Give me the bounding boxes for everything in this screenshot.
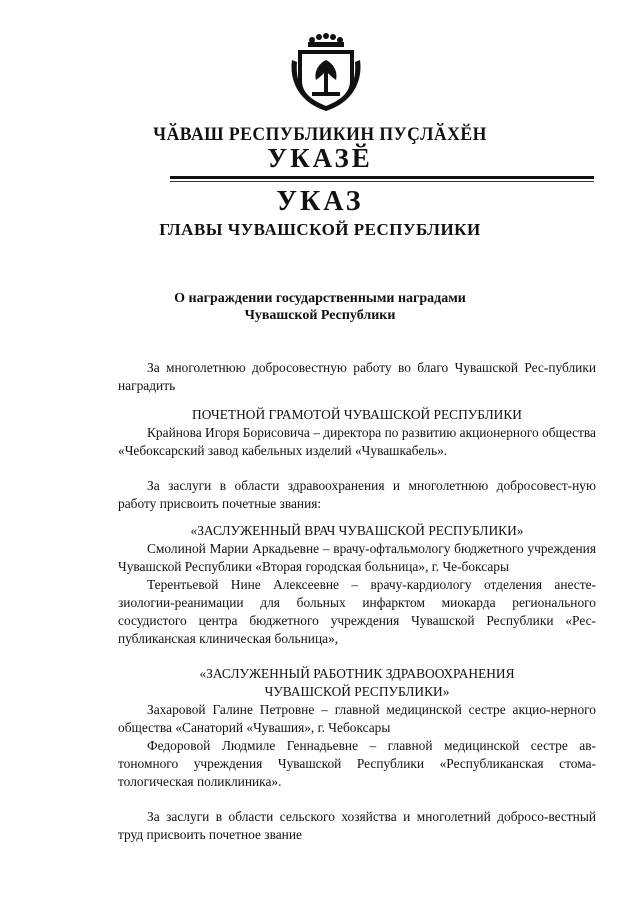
chuvash-header-line: ЧӐВАШ РЕСПУБЛИКИН ПУҪЛӐХӖН <box>153 124 487 145</box>
recipient-paragraph-4: Захаровой Галине Петровне – главной медицинской сестре акцио-нерного общества «Санаторий «Чувашия», г. Чебоксары <box>118 702 596 735</box>
ukaz-title: УКАЗ <box>276 186 364 217</box>
document-body <box>118 359 596 844</box>
header-divider-thick <box>170 176 594 179</box>
award-heading-1: ПОЧЕТНОЙ ГРАМОТОЙ ЧУВАШСКОЙ РЕСПУБЛИКИ <box>192 407 522 422</box>
coat-of-arms-emblem <box>288 30 364 114</box>
recipient-paragraph-2: Смолиной Марии Аркадьевне – врачу-офтальмологу бюджетного учреждения Чувашской Республики «Вторая городская больница», г. Че-боксары <box>118 541 596 574</box>
header-divider-thin <box>170 181 594 182</box>
recipient-paragraph-5: Федоровой Людмиле Геннадьевне – главной медицинской сестре ав-тономного учреждения Чувашской Республики «Республиканская стома-тологическая поликлиника». <box>118 738 596 789</box>
document-title <box>0 290 640 324</box>
award-heading-3-line-1: «ЗАСЛУЖЕННЫЙ РАБОТНИК ЗДРАВООХРАНЕНИЯ <box>199 666 515 681</box>
document-title-line-2: Чувашской Республики <box>244 308 396 323</box>
award-heading-3-line-2: ЧУВАШСКОЙ РЕСПУБЛИКИ» <box>264 684 450 699</box>
glavy-subtitle: ГЛАВЫ ЧУВАШСКОЙ РЕСПУБЛИКИ <box>159 220 481 239</box>
recipient-paragraph-3: Терентьевой Нине Алексеевне – врачу-кардиологу отделения анесте-зиологии-реанимации для больных инфарктом миокарда регионального сосудистого центра бюджетного учреждения Чувашской Республики «Рес-публиканская клиническая больница», <box>118 577 596 646</box>
chuvash-ukaze-title: УКАЗӖ <box>267 143 373 173</box>
paragraph-intro-3: За заслуги в области сельского хозяйства и многолетний добросо-вестный труд присвоить почетное звание <box>118 809 596 842</box>
document-title-line-1: О награждении государственными наградами <box>174 291 466 306</box>
award-heading-2: «ЗАСЛУЖЕННЫЙ ВРАЧ ЧУВАШСКОЙ РЕСПУБЛИКИ» <box>190 523 524 538</box>
paragraph-intro-1: За многолетнюю добросовестную работу во благо Чувашской Рес-публики наградить <box>118 360 596 393</box>
recipient-paragraph-1: Крайнова Игоря Борисовича – директора по развитию акционерного общества «Чебоксарский завод кабельных изделий «Чувашкабель». <box>118 425 596 458</box>
paragraph-intro-2: За заслуги в области здравоохранения и многолетнюю добросовест-ную работу присвоить почетные звания: <box>118 478 596 511</box>
